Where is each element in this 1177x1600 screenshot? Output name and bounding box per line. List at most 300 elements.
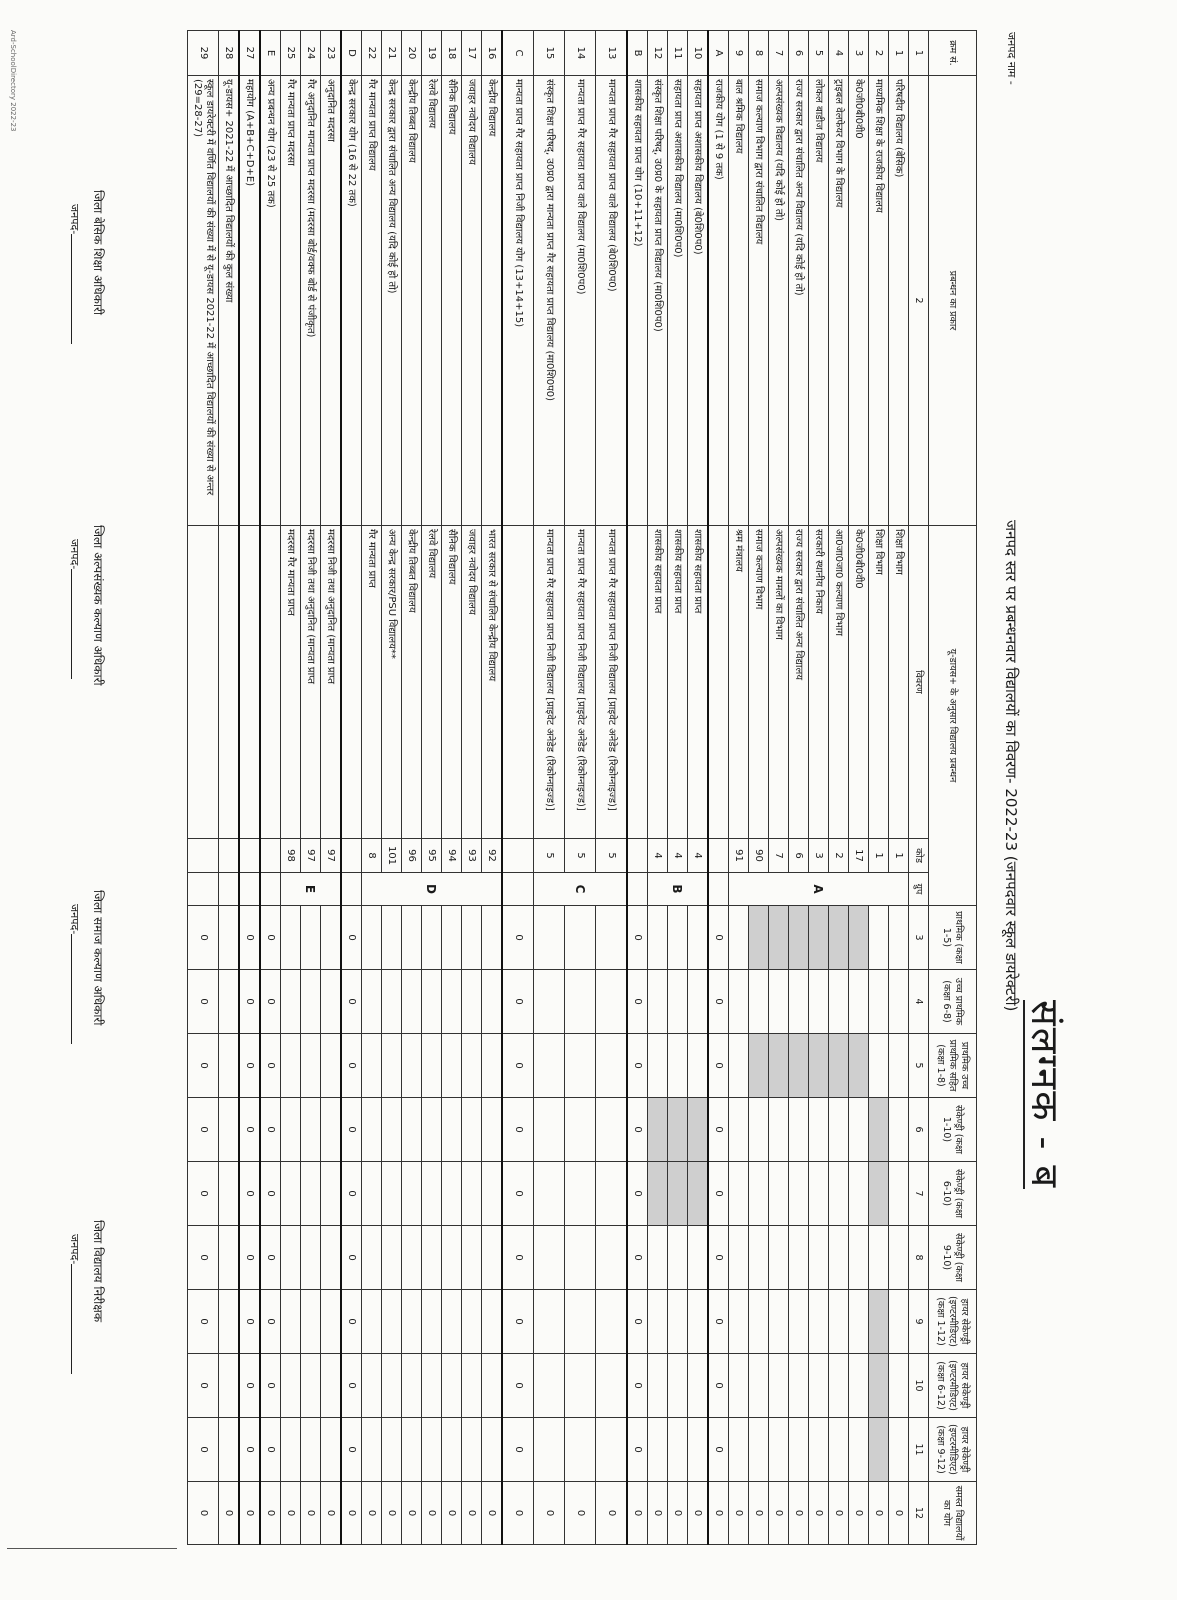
udise-code: 17 xyxy=(849,839,869,873)
group-letter: A xyxy=(729,873,909,906)
count-cell xyxy=(301,1354,321,1418)
udise-description: केन्द्रीय तिब्बत विद्यालय xyxy=(402,526,422,839)
udise-code: 101 xyxy=(382,839,402,873)
count-cell xyxy=(749,1034,769,1098)
udise-code: 92 xyxy=(482,839,503,873)
count-cell xyxy=(482,1034,503,1098)
udise-code xyxy=(188,839,219,873)
count-cell: 0 xyxy=(596,1482,628,1545)
count-cell xyxy=(402,1354,422,1418)
serial-number: 13 xyxy=(596,31,628,76)
signature-title: जिला बेसिक शिक्षा अधिकारी xyxy=(91,190,105,315)
count-cell xyxy=(534,1354,565,1418)
table-row xyxy=(849,31,869,1545)
count-cell xyxy=(382,1098,402,1162)
udise-description xyxy=(188,526,219,839)
count-cell xyxy=(442,1034,462,1098)
count-cell: 0 xyxy=(565,1482,596,1545)
count-cell xyxy=(869,906,889,970)
count-cell xyxy=(668,1098,688,1162)
count-cell xyxy=(462,1290,482,1354)
header-serial: क्रम सं. xyxy=(929,31,977,76)
count-cell xyxy=(769,1290,789,1354)
count-cell xyxy=(789,906,809,970)
management-type: राज्य सरकार द्वारा संचालित अन्य विद्यालय (यदि कोई हो तो) xyxy=(789,76,809,526)
count-cell: 0 xyxy=(188,1418,219,1482)
group-letter: C xyxy=(534,873,628,906)
count-cell: 0 xyxy=(341,1482,362,1545)
count-cell: 0 xyxy=(341,1098,362,1162)
count-cell xyxy=(301,1162,321,1226)
count-cell xyxy=(829,1418,849,1482)
count-cell xyxy=(889,1162,909,1226)
count-cell xyxy=(301,1098,321,1162)
udise-description xyxy=(502,526,534,839)
group-letter xyxy=(341,873,362,906)
count-cell: 0 xyxy=(239,1098,260,1162)
count-cell xyxy=(668,1034,688,1098)
serial-number: 2 xyxy=(869,31,889,76)
count-cell xyxy=(869,1098,889,1162)
count-cell xyxy=(382,1290,402,1354)
count-cell xyxy=(829,1226,849,1290)
count-cell xyxy=(789,1354,809,1418)
count-cell: 0 xyxy=(627,1226,648,1290)
count-cell xyxy=(829,1354,849,1418)
count-cell: 0 xyxy=(321,1482,342,1545)
header-row xyxy=(929,31,977,1545)
count-cell xyxy=(534,1034,565,1098)
count-cell xyxy=(596,1354,628,1418)
count-cell: 0 xyxy=(239,1418,260,1482)
count-cell xyxy=(688,1418,709,1482)
count-cell xyxy=(402,1034,422,1098)
udise-description: के0जी0बी0वी0 xyxy=(849,526,869,839)
udise-description: अल्पसंख्यक मामलों का विभाग xyxy=(769,526,789,839)
count-cell: 0 xyxy=(502,1226,534,1290)
count-cell xyxy=(362,1162,382,1226)
count-cell xyxy=(442,1162,462,1226)
count-cell xyxy=(462,970,482,1034)
count-cell: 0 xyxy=(341,1226,362,1290)
table-row xyxy=(829,31,849,1545)
header-number-row xyxy=(909,31,929,1545)
management-type: मान्यता प्राप्त गैर सहायता प्राप्त वाले विद्यालय (मा0शि0प0) xyxy=(565,76,596,526)
count-cell xyxy=(281,1162,301,1226)
count-cell: 0 xyxy=(648,1482,668,1545)
count-cell xyxy=(849,1290,869,1354)
udise-description: राज्य सरकार द्वारा संचालित अन्य विद्यालय xyxy=(789,526,809,839)
signature-district: जनपद- xyxy=(67,204,82,344)
serial-number: 8 xyxy=(749,31,769,76)
count-cell xyxy=(596,1034,628,1098)
udise-description: मदरसा गैर मान्यता प्राप्त xyxy=(281,526,301,839)
count-cell xyxy=(402,1098,422,1162)
count-cell: 0 xyxy=(239,1226,260,1290)
udise-code: 90 xyxy=(749,839,769,873)
count-cell xyxy=(688,906,709,970)
count-cell xyxy=(688,1098,709,1162)
count-cell xyxy=(849,1418,869,1482)
group-letter xyxy=(239,873,260,906)
table-row xyxy=(769,31,789,1545)
count-cell xyxy=(382,1162,402,1226)
count-cell: 0 xyxy=(341,970,362,1034)
count-cell xyxy=(769,906,789,970)
count-cell: 0 xyxy=(627,1034,648,1098)
count-cell xyxy=(596,1290,628,1354)
management-type: शासकीय सहायता प्राप्त योग (10+11+12) xyxy=(627,76,648,526)
count-cell xyxy=(889,1226,909,1290)
udise-description xyxy=(627,526,648,839)
serial-number: 22 xyxy=(362,31,382,76)
management-type: परिषदीय विद्यालय (बेसिक) xyxy=(889,76,909,526)
management-type: अनुदानित मदरसा xyxy=(321,76,342,526)
count-cell: 0 xyxy=(188,970,219,1034)
count-cell xyxy=(281,1418,301,1482)
count-cell xyxy=(648,906,668,970)
management-type: लोकल बाडीज विद्यालय xyxy=(809,76,829,526)
table-row xyxy=(362,31,382,1545)
count-cell xyxy=(362,1354,382,1418)
count-cell xyxy=(281,906,301,970)
count-cell xyxy=(769,1034,789,1098)
udise-code: 5 xyxy=(596,839,628,873)
management-type: स्कूल डायरेक्टरी में वर्णित विद्यालयों की संख्या में से यू-डायस 2021-22 में आच्छादित विद्यालयों की संख्या से अन्तर (29=28-27) xyxy=(188,76,219,526)
count-cell xyxy=(849,1226,869,1290)
management-type: अन्य प्रबन्धन योग (23 से 25 तक) xyxy=(260,76,281,526)
count-cell xyxy=(789,1098,809,1162)
count-cell: 0 xyxy=(769,1482,789,1545)
district-name-label: जनपद नाम - xyxy=(1005,32,1018,85)
count-cell: 0 xyxy=(809,1482,829,1545)
count-cell: 0 xyxy=(627,906,648,970)
management-type: गैर मान्यता प्राप्त विद्यालय xyxy=(362,76,382,526)
group-letter xyxy=(708,873,729,906)
group-letter xyxy=(219,873,240,906)
count-cell xyxy=(749,906,769,970)
count-cell xyxy=(402,1162,422,1226)
udise-description: शासकीय सहायता प्राप्त xyxy=(668,526,688,839)
udise-code: 5 xyxy=(534,839,565,873)
count-cell: 0 xyxy=(708,1418,729,1482)
group-letter: D xyxy=(362,873,503,906)
count-cell: 0 xyxy=(341,1162,362,1226)
header-management-type: प्रबन्धन का प्रकार xyxy=(929,76,977,526)
count-cell: 0 xyxy=(239,970,260,1034)
count-cell xyxy=(219,1098,240,1162)
udise-description: मान्यता प्राप्त गैर सहायता प्राप्त निजी विद्यालय [प्राइवेट अनेडेड (रिकोग्नाइज्ड)] xyxy=(565,526,596,839)
udise-description: मदरसा निजी तथा अनुदानित (मान्यता प्राप्त xyxy=(301,526,321,839)
count-cell: 0 xyxy=(708,1354,729,1418)
count-cell xyxy=(565,970,596,1034)
serial-number: 25 xyxy=(281,31,301,76)
udise-code: 7 xyxy=(769,839,789,873)
count-cell xyxy=(729,1290,749,1354)
column-number: 10 xyxy=(909,1354,929,1418)
serial-number: 20 xyxy=(402,31,422,76)
count-cell xyxy=(462,906,482,970)
count-cell xyxy=(442,1418,462,1482)
group-letter: B xyxy=(648,873,709,906)
signature-district: जनपद- xyxy=(67,539,82,686)
serial-number: C xyxy=(502,31,534,76)
count-cell xyxy=(729,1098,749,1162)
count-cell xyxy=(869,1034,889,1098)
serial-number: 12 xyxy=(648,31,668,76)
count-cell xyxy=(442,970,462,1034)
count-cell xyxy=(422,1162,442,1226)
count-cell xyxy=(422,1034,442,1098)
count-cell xyxy=(382,1034,402,1098)
count-cell xyxy=(462,1098,482,1162)
udise-description xyxy=(708,526,729,839)
count-cell xyxy=(534,1290,565,1354)
udise-description: गैर मान्यता प्राप्त xyxy=(362,526,382,839)
count-cell: 0 xyxy=(462,1482,482,1545)
management-type: मान्यता प्राप्त गैर सहायता प्राप्त वाले विद्यालय (बे0शि0प0) xyxy=(596,76,628,526)
count-cell: 0 xyxy=(402,1482,422,1545)
count-cell xyxy=(482,1162,503,1226)
count-cell xyxy=(219,906,240,970)
count-cell xyxy=(281,1290,301,1354)
document-title: जनपद स्तर पर प्रबन्धनवार विद्यालयों का विवरण- 2022-23 (जनपदवार स्कूल डायरेक्टरी) xyxy=(1002,520,1020,1012)
count-cell: 0 xyxy=(482,1482,503,1545)
udise-code: 5 xyxy=(565,839,596,873)
count-cell xyxy=(442,906,462,970)
udise-description: मान्यता प्राप्त गैर सहायता प्राप्त निजी विद्यालय [प्राइवेट अनेडेड (रिकोग्नाइज्ड)] xyxy=(596,526,628,839)
signature-district: जनपद- xyxy=(67,1234,82,1374)
count-cell xyxy=(749,1098,769,1162)
table-row xyxy=(789,31,809,1545)
serial-number: 28 xyxy=(219,31,240,76)
management-type: गैर अनुदानित मान्यता प्राप्त मदरसा (मदरसा बोर्ड/वक्फ बोर्ड से पंजीकृत) xyxy=(301,76,321,526)
serial-number: 24 xyxy=(301,31,321,76)
table-row xyxy=(188,31,219,1545)
count-cell xyxy=(219,1418,240,1482)
header-level: प्राथमिक उच्च प्राथमिक सहित (कक्षा 1-8) xyxy=(929,1034,977,1098)
count-cell: 0 xyxy=(502,906,534,970)
count-cell xyxy=(422,1098,442,1162)
count-cell xyxy=(321,1226,342,1290)
udise-code xyxy=(502,839,534,873)
management-type: सैनिक विद्यालय xyxy=(442,76,462,526)
header-level: हायर सेकेण्ड्री (इण्टरमीडिएट) (कक्षा 9-12) xyxy=(929,1418,977,1482)
count-cell xyxy=(789,1034,809,1098)
table-row xyxy=(869,31,889,1545)
serial-number: 9 xyxy=(729,31,749,76)
count-cell xyxy=(596,1418,628,1482)
count-cell xyxy=(729,906,749,970)
udise-code: 93 xyxy=(462,839,482,873)
serial-number: 29 xyxy=(188,31,219,76)
udise-code: 4 xyxy=(668,839,688,873)
count-cell: 0 xyxy=(188,1034,219,1098)
udise-description: समाज कल्याण विभाग xyxy=(749,526,769,839)
column-number: 5 xyxy=(909,1034,929,1098)
count-cell xyxy=(648,970,668,1034)
udise-description: शासकीय सहायता प्राप्त xyxy=(648,526,668,839)
table-row xyxy=(402,31,422,1545)
table-row xyxy=(422,31,442,1545)
count-cell xyxy=(769,1226,789,1290)
udise-description xyxy=(239,526,260,839)
count-cell: 0 xyxy=(260,1098,281,1162)
count-cell xyxy=(648,1226,668,1290)
table-row xyxy=(219,31,240,1545)
udise-description: सरकारी स्थानीय निकाय xyxy=(809,526,829,839)
count-cell xyxy=(648,1098,668,1162)
count-cell: 0 xyxy=(239,1290,260,1354)
count-cell xyxy=(809,1418,829,1482)
count-cell xyxy=(889,1290,909,1354)
count-cell xyxy=(849,1354,869,1418)
header-level: सेकेण्ड्री (कक्षा 6-10) xyxy=(929,1162,977,1226)
count-cell xyxy=(321,1162,342,1226)
count-cell: 0 xyxy=(260,1418,281,1482)
count-cell xyxy=(749,1418,769,1482)
count-cell: 0 xyxy=(502,1162,534,1226)
column-number: 3 xyxy=(909,906,929,970)
count-cell: 0 xyxy=(260,1482,281,1545)
management-type: सहायता प्राप्त अशासकीय विद्यालय (मा0शि0प0) xyxy=(668,76,688,526)
count-cell: 0 xyxy=(502,1482,534,1545)
count-cell xyxy=(849,906,869,970)
count-cell xyxy=(565,1354,596,1418)
count-cell xyxy=(749,1226,769,1290)
count-cell xyxy=(668,906,688,970)
count-cell: 0 xyxy=(708,1162,729,1226)
count-cell: 0 xyxy=(188,1226,219,1290)
column-number: 7 xyxy=(909,1162,929,1226)
count-cell xyxy=(534,906,565,970)
header-level: हायर सेकेण्ड्री (इण्टरमीडिएट) (कक्षा 1-12) xyxy=(929,1290,977,1354)
count-cell xyxy=(462,1162,482,1226)
count-cell xyxy=(829,970,849,1034)
summary-row xyxy=(239,31,260,1545)
udise-code: 91 xyxy=(729,839,749,873)
count-cell xyxy=(688,1226,709,1290)
signature-block-school-inspector xyxy=(67,1220,107,1374)
count-cell: 0 xyxy=(869,1482,889,1545)
serial-number: 3 xyxy=(849,31,869,76)
count-cell: 0 xyxy=(627,1162,648,1226)
group-letter xyxy=(260,873,281,906)
count-cell: 0 xyxy=(341,1418,362,1482)
table-row xyxy=(596,31,628,1545)
header-udise-management: यू-डायस+ के अनुसार विद्यालय प्रबन्धन xyxy=(929,526,977,906)
count-cell xyxy=(362,1098,382,1162)
udise-code: 97 xyxy=(301,839,321,873)
management-type: अल्पसंख्यक विद्यालय (यदि कोई हो तो) xyxy=(769,76,789,526)
count-cell xyxy=(769,1162,789,1226)
count-cell xyxy=(749,1162,769,1226)
management-type: जवाहर नवोदय विद्यालय xyxy=(462,76,482,526)
serial-number: 27 xyxy=(239,31,260,76)
count-cell xyxy=(809,1290,829,1354)
udise-code xyxy=(627,839,648,873)
count-cell xyxy=(889,906,909,970)
table-row xyxy=(534,31,565,1545)
count-cell xyxy=(668,1226,688,1290)
count-cell xyxy=(482,1354,503,1418)
udise-code xyxy=(239,839,260,873)
count-cell xyxy=(565,1034,596,1098)
count-cell xyxy=(596,1098,628,1162)
count-cell xyxy=(789,1418,809,1482)
management-type: बाल श्रमिक विद्यालय xyxy=(729,76,749,526)
count-cell xyxy=(321,1034,342,1098)
udise-description: शिक्षा विभाग xyxy=(869,526,889,839)
count-cell xyxy=(321,1354,342,1418)
count-cell xyxy=(729,1226,749,1290)
count-cell xyxy=(442,1226,462,1290)
count-cell xyxy=(219,1354,240,1418)
column-number: 8 xyxy=(909,1226,929,1290)
count-cell: 0 xyxy=(341,1354,362,1418)
count-cell xyxy=(442,1290,462,1354)
udise-code: 95 xyxy=(422,839,442,873)
table-row xyxy=(749,31,769,1545)
count-cell xyxy=(809,1226,829,1290)
udise-code: 6 xyxy=(789,839,809,873)
count-cell xyxy=(301,1418,321,1482)
group-letter: E xyxy=(281,873,342,906)
count-cell: 0 xyxy=(260,1226,281,1290)
count-cell xyxy=(809,1098,829,1162)
table-row xyxy=(729,31,749,1545)
management-type: संस्कृत शिक्षा परिषद्, उ0प्र0 के सहायता प्राप्त विद्यालय (मा0शि0प0) xyxy=(648,76,668,526)
count-cell xyxy=(362,906,382,970)
count-cell xyxy=(382,1418,402,1482)
count-cell xyxy=(301,1290,321,1354)
count-cell: 0 xyxy=(502,1418,534,1482)
count-cell: 0 xyxy=(260,1034,281,1098)
count-cell: 0 xyxy=(829,1482,849,1545)
management-type: मान्यता प्राप्त गैर सहायता प्राप्त निजी विद्यालय योग (13+14+15) xyxy=(502,76,534,526)
serial-number: 5 xyxy=(809,31,829,76)
count-cell: 0 xyxy=(534,1482,565,1545)
count-cell xyxy=(462,1034,482,1098)
count-cell: 0 xyxy=(627,1290,648,1354)
count-cell xyxy=(668,1162,688,1226)
header-level: समस्त विद्यालयों का योग xyxy=(929,1482,977,1545)
management-type: रेलवे विद्यालय xyxy=(422,76,442,526)
count-cell xyxy=(596,1226,628,1290)
signature-block-basic-education xyxy=(67,190,107,344)
udise-code: 4 xyxy=(688,839,709,873)
count-cell xyxy=(565,1290,596,1354)
count-cell xyxy=(769,1418,789,1482)
count-cell xyxy=(281,970,301,1034)
udise-description xyxy=(219,526,240,839)
count-cell: 0 xyxy=(502,1290,534,1354)
count-cell xyxy=(849,1098,869,1162)
count-cell xyxy=(382,1226,402,1290)
management-type: यू-डायस+ 2021-22 में आच्छादित विद्यालयों की कुल संख्या xyxy=(219,76,240,526)
count-cell: 0 xyxy=(708,906,729,970)
count-cell: 0 xyxy=(729,1482,749,1545)
count-cell: 0 xyxy=(627,1482,648,1545)
management-type: सहायता प्राप्त अशासकीय विद्यालय (बे0शि0प0) xyxy=(688,76,709,526)
count-cell: 0 xyxy=(260,970,281,1034)
table-row xyxy=(668,31,688,1545)
count-cell xyxy=(769,1354,789,1418)
signature-title: जिला अल्पसंख्यक कल्याण अधिकारी xyxy=(91,525,105,686)
column-number: 6 xyxy=(909,1098,929,1162)
count-cell xyxy=(749,1290,769,1354)
count-cell xyxy=(482,1226,503,1290)
